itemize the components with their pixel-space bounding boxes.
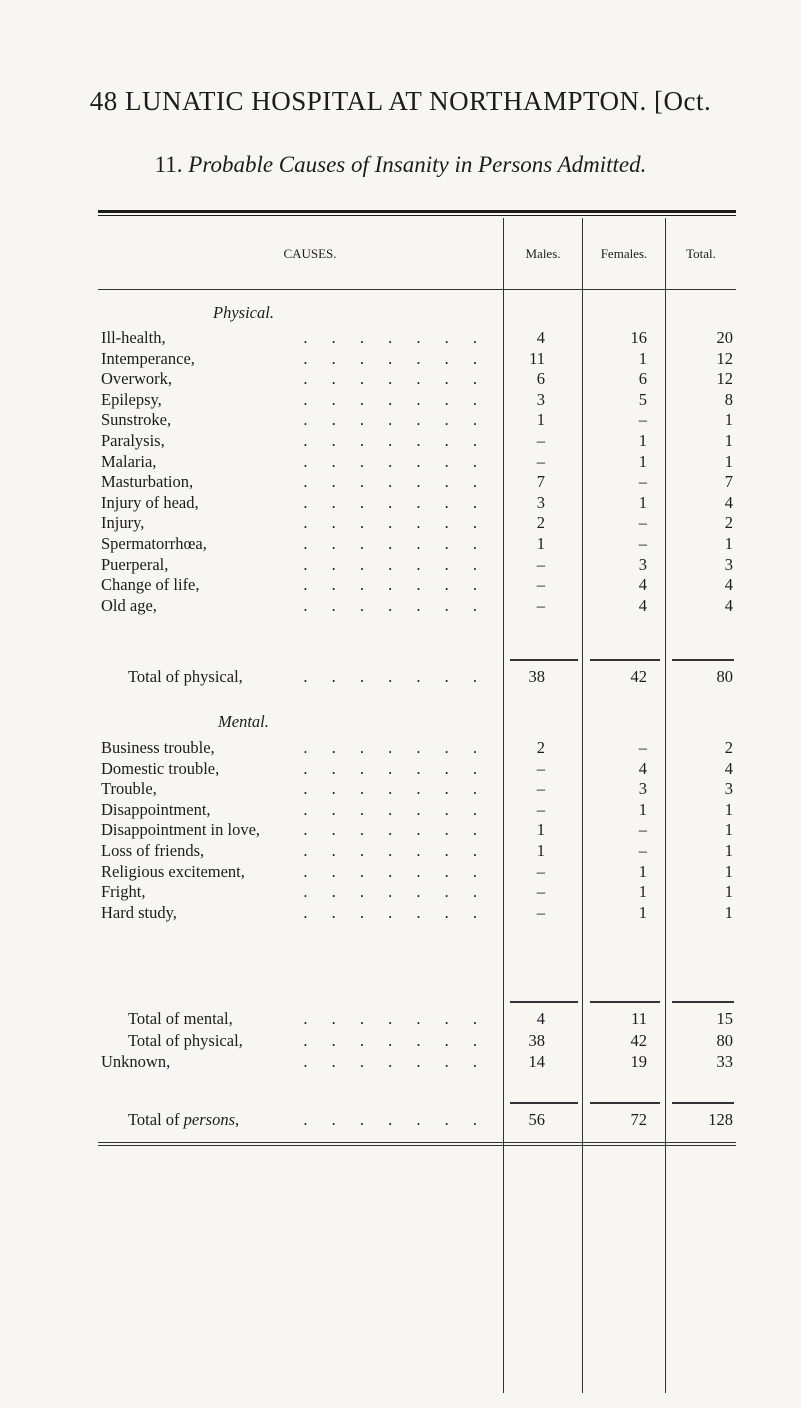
table-row xyxy=(0,778,801,800)
row-label: Spermatorrhœa, xyxy=(101,534,207,553)
row-label: Intemperance, xyxy=(101,348,195,368)
table-row xyxy=(0,368,801,390)
females-value: – xyxy=(638,841,647,860)
females-value: 3 xyxy=(638,779,647,799)
total-value: 1 xyxy=(724,841,733,860)
total-value: 20 xyxy=(716,328,733,347)
total-value: 15 xyxy=(716,1009,733,1028)
total-value: 8 xyxy=(724,389,733,409)
females-value: 19 xyxy=(630,1052,647,1071)
table-row xyxy=(0,512,801,534)
total-value: 4 xyxy=(724,492,733,512)
males-value: – xyxy=(536,595,545,615)
row-label: Puerperal, xyxy=(101,554,169,574)
grand-total-suffix: , xyxy=(235,1110,240,1129)
page-header: 48 LUNATIC HOSPITAL AT NORTHAMPTON. [Oct. xyxy=(89,86,712,116)
row-label: Injury of head, xyxy=(101,492,199,512)
males-value: 14 xyxy=(528,1052,545,1071)
leader-dots: . . . . . . . xyxy=(303,410,487,430)
males-value: 4 xyxy=(536,1009,545,1028)
subtotal-rule-physical xyxy=(510,659,578,661)
total-value: 33 xyxy=(716,1052,733,1071)
total-physical-males: 38 xyxy=(528,667,545,686)
row-label: Change of life, xyxy=(101,575,200,595)
leader-dots: . . . . . . . xyxy=(303,1052,487,1071)
leader-dots: . . . . . . . xyxy=(303,348,487,368)
table-row xyxy=(0,451,801,473)
females-value: 4 xyxy=(638,758,647,778)
total-value: 1 xyxy=(724,861,733,881)
leader-dots: . . . . . . . xyxy=(303,389,487,409)
table-row xyxy=(0,327,801,349)
leader-dots: . . . . . . . xyxy=(303,667,487,686)
males-value: – xyxy=(536,799,545,819)
leader-dots: . . . . . . . xyxy=(303,1110,487,1129)
total-value: 2 xyxy=(724,513,733,533)
females-value: 1 xyxy=(638,882,647,902)
table-row xyxy=(0,1051,801,1073)
leader-dots: . . . . . . . xyxy=(303,492,487,512)
row-label: Sunstroke, xyxy=(101,410,172,430)
table-row xyxy=(0,348,801,370)
total-value: 1 xyxy=(724,902,733,922)
table-row xyxy=(0,389,801,411)
males-value: – xyxy=(536,758,545,778)
females-value: 1 xyxy=(638,492,647,512)
males-value: 3 xyxy=(536,492,545,512)
row-label: Domestic trouble, xyxy=(101,758,220,778)
section-mental: Mental. xyxy=(218,712,269,731)
males-value: 3 xyxy=(536,389,545,409)
row-label: Total of physical, xyxy=(128,1030,243,1050)
leader-dots: . . . . . . . xyxy=(303,758,487,778)
table-row xyxy=(0,737,801,759)
total-value: 4 xyxy=(724,595,733,615)
total-value: 1 xyxy=(724,410,733,430)
total-physical-females: 42 xyxy=(630,667,647,686)
females-value: 4 xyxy=(638,575,647,595)
males-value: 1 xyxy=(536,410,545,430)
females-value: – xyxy=(638,820,647,840)
females-value: 16 xyxy=(630,328,647,347)
total-value: 1 xyxy=(724,882,733,902)
females-value: 1 xyxy=(638,451,647,471)
col-head-total: Total. xyxy=(686,246,716,261)
row-label: Malaria, xyxy=(101,451,157,471)
males-value: 1 xyxy=(536,841,545,860)
males-value: 38 xyxy=(528,1030,545,1050)
top-thin-rule xyxy=(98,215,736,216)
row-label: Loss of friends, xyxy=(101,841,205,860)
subtotal-rule-physical-f xyxy=(590,659,660,661)
row-label: Trouble, xyxy=(101,779,157,799)
grand-total-total: 128 xyxy=(708,1110,733,1129)
bottom-rule xyxy=(98,1142,736,1143)
males-value: – xyxy=(536,575,545,595)
males-value: 1 xyxy=(536,534,545,553)
row-label: Disappointment in love, xyxy=(101,820,261,840)
col-head-causes: CAUSES. xyxy=(283,246,337,261)
females-value: 11 xyxy=(631,1009,647,1028)
leader-dots: . . . . . . . xyxy=(303,1030,487,1050)
total-value: 3 xyxy=(724,779,733,799)
row-label: Religious excitement, xyxy=(101,861,245,881)
males-value: – xyxy=(536,451,545,471)
total-value: 1 xyxy=(724,820,733,840)
males-value: – xyxy=(536,554,545,574)
leader-dots: . . . . . . . xyxy=(303,779,487,799)
leader-dots: . . . . . . . xyxy=(303,513,487,533)
col-head-males: Males. xyxy=(525,246,561,261)
leader-dots: . . . . . . . xyxy=(303,451,487,471)
males-value: – xyxy=(536,861,545,881)
leader-dots: . . . . . . . xyxy=(303,431,487,450)
females-value: – xyxy=(638,472,647,492)
males-value: 7 xyxy=(536,472,545,492)
top-double-rule xyxy=(98,210,736,213)
grand-total-rule-t xyxy=(672,1102,734,1104)
total-value: 1 xyxy=(724,799,733,819)
row-label: Epilepsy, xyxy=(101,389,162,409)
section-physical: Physical. xyxy=(213,303,274,322)
males-value: 11 xyxy=(529,348,545,368)
subtotal-rule-mental-f xyxy=(590,1001,660,1003)
leader-dots: . . . . . . . xyxy=(303,534,487,553)
table-row xyxy=(0,574,801,596)
males-value: – xyxy=(536,882,545,902)
females-value: 1 xyxy=(638,861,647,881)
table-row xyxy=(0,554,801,576)
table-row xyxy=(0,409,801,431)
males-value: 4 xyxy=(536,328,545,347)
total-physical-total: 80 xyxy=(716,667,733,686)
grand-total-females: 72 xyxy=(630,1110,647,1129)
bottom-rule-2 xyxy=(98,1145,736,1146)
row-label: Paralysis, xyxy=(101,431,165,450)
table-number: 11. xyxy=(154,152,183,177)
males-value: 6 xyxy=(536,369,545,389)
females-value: 5 xyxy=(638,389,647,409)
row-label: Ill-health, xyxy=(101,328,166,347)
females-value: – xyxy=(638,738,647,757)
total-value: 1 xyxy=(724,534,733,553)
females-value: – xyxy=(638,534,647,553)
row-label: Hard study, xyxy=(101,902,177,922)
table-title xyxy=(0,152,801,178)
table-row xyxy=(0,595,801,617)
table-row xyxy=(0,471,801,493)
leader-dots: . . . . . . . xyxy=(303,554,487,574)
subtotal-rule-mental-t xyxy=(672,1001,734,1003)
females-value: – xyxy=(638,513,647,533)
females-value: 1 xyxy=(638,431,647,450)
grand-total-rule xyxy=(510,1102,578,1104)
females-value: 1 xyxy=(638,348,647,368)
table-row xyxy=(0,840,801,862)
row-label: Fright, xyxy=(101,882,146,902)
table-row xyxy=(0,799,801,821)
row-label: Injury, xyxy=(101,513,145,533)
grand-total-label xyxy=(128,1109,239,1131)
total-value: 12 xyxy=(716,348,733,368)
leader-dots: . . . . . . . xyxy=(303,902,487,922)
table-row xyxy=(0,533,801,555)
row-label: Masturbation, xyxy=(101,472,194,492)
grand-total-em: persons xyxy=(183,1110,236,1129)
table-row xyxy=(0,1008,801,1030)
row-label: Total of mental, xyxy=(128,1009,233,1028)
total-value: 1 xyxy=(724,431,733,450)
table-row xyxy=(0,1030,801,1052)
table-title-text: Probable Causes of Insanity in Persons Admitted. xyxy=(188,152,647,177)
females-value: 4 xyxy=(638,595,647,615)
leader-dots: . . . . . . . xyxy=(303,882,487,902)
leader-dots: . . . . . . . xyxy=(303,799,487,819)
leader-dots: . . . . . . . xyxy=(303,1009,487,1028)
females-value: – xyxy=(638,410,647,430)
males-value: – xyxy=(536,431,545,450)
row-label: Business trouble, xyxy=(101,738,215,757)
total-value: 4 xyxy=(724,758,733,778)
total-physical-row xyxy=(0,666,801,688)
total-value: 4 xyxy=(724,575,733,595)
leader-dots: . . . . . . . xyxy=(303,472,487,492)
males-value: – xyxy=(536,779,545,799)
row-label: Disappointment, xyxy=(101,799,211,819)
leader-dots: . . . . . . . xyxy=(303,861,487,881)
row-label: Old age, xyxy=(101,595,157,615)
males-value: 2 xyxy=(536,738,545,757)
table-row xyxy=(0,819,801,841)
table-row xyxy=(0,861,801,883)
leader-dots: . . . . . . . xyxy=(303,841,487,860)
total-value: 80 xyxy=(716,1030,733,1050)
females-value: 1 xyxy=(638,799,647,819)
grand-total-prefix: Total of xyxy=(128,1110,180,1129)
females-value: 42 xyxy=(630,1030,647,1050)
leader-dots: . . . . . . . xyxy=(303,369,487,389)
table-row xyxy=(0,758,801,780)
table-row xyxy=(0,492,801,514)
leader-dots: . . . . . . . xyxy=(303,738,487,757)
total-value: 1 xyxy=(724,451,733,471)
grand-total-rule-f xyxy=(590,1102,660,1104)
row-label: Unknown, xyxy=(101,1052,171,1071)
total-physical-label: Total of physical, xyxy=(128,667,243,686)
table-row xyxy=(0,902,801,924)
males-value: – xyxy=(536,902,545,922)
row-label: Overwork, xyxy=(101,369,173,389)
grand-total-males: 56 xyxy=(528,1110,545,1129)
total-value: 2 xyxy=(724,738,733,757)
total-value: 7 xyxy=(724,472,733,492)
females-value: 1 xyxy=(638,902,647,922)
total-value: 3 xyxy=(724,554,733,574)
leader-dots: . . . . . . . xyxy=(303,575,487,595)
leader-dots: . . . . . . . xyxy=(303,595,487,615)
males-value: 2 xyxy=(536,513,545,533)
table-row xyxy=(0,430,801,452)
females-value: 6 xyxy=(638,369,647,389)
subtotal-rule-physical-t xyxy=(672,659,734,661)
females-value: 3 xyxy=(638,554,647,574)
col-head-females: Females. xyxy=(600,246,648,261)
header-rule xyxy=(98,289,736,290)
total-value: 12 xyxy=(716,369,733,389)
males-value: 1 xyxy=(536,820,545,840)
subtotal-rule-mental xyxy=(510,1001,578,1003)
leader-dots: . . . . . . . xyxy=(303,328,487,347)
table-row xyxy=(0,881,801,903)
leader-dots: . . . . . . . xyxy=(303,820,487,840)
grand-total-row xyxy=(0,1109,801,1131)
